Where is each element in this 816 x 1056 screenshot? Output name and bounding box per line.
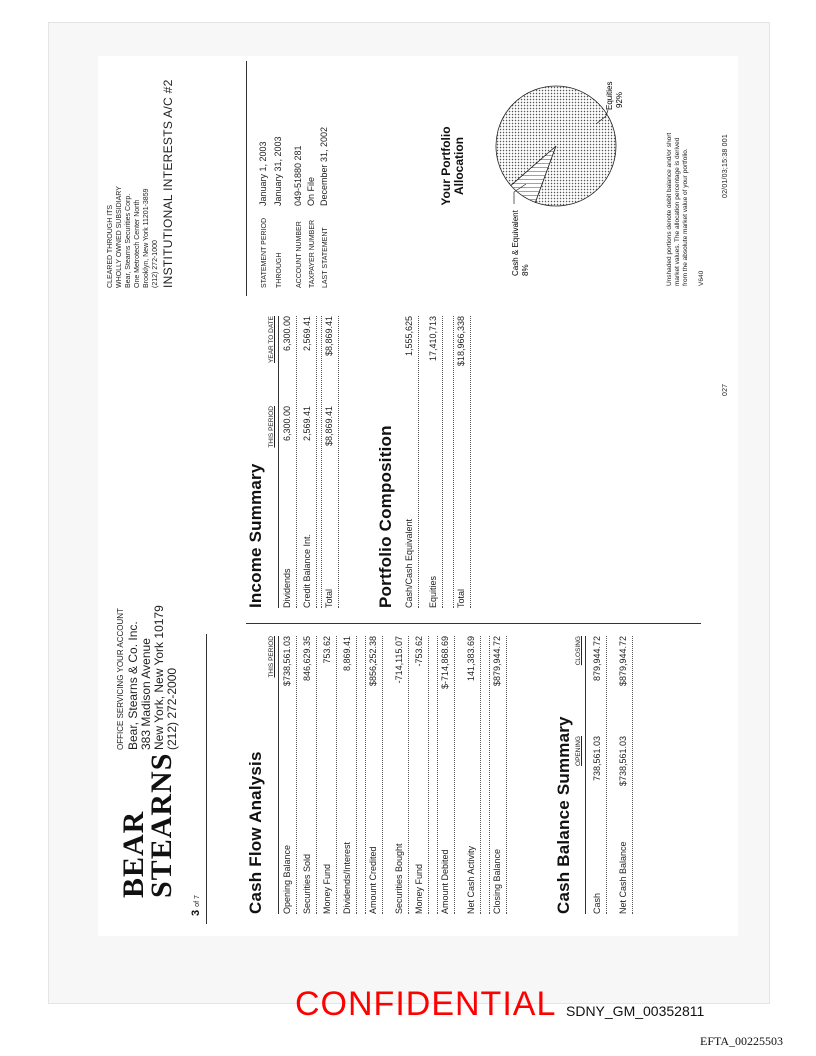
clearing-line: One Metrotech Center North <box>134 199 141 288</box>
statement-period-value: January 1, 2003 <box>258 141 268 206</box>
portfolio-row-value: 1,555,625 <box>404 316 414 357</box>
row-separator <box>428 636 429 914</box>
cash-flow-row-label: Closing Balance <box>492 848 502 914</box>
row-separator <box>321 316 322 608</box>
row-separator <box>454 636 455 914</box>
cash-flow-row <box>302 636 316 914</box>
allocation-title-line-2: Allocation <box>452 137 466 196</box>
allocation-note <box>666 56 706 286</box>
cash-flow-row-value: 8,869.41 <box>342 636 352 672</box>
portfolio-row-label: Cash/Cash Equivalent <box>404 518 414 608</box>
cash-balance-row-label: Cash <box>592 892 602 914</box>
income-rule <box>278 316 279 608</box>
income-row-label: Dividends <box>282 568 292 608</box>
allocation-title <box>440 106 466 226</box>
cash-flow-row <box>368 636 382 914</box>
office-line: (212) 272-2000 <box>165 667 179 750</box>
allocation-title-line-1: Your Portfolio <box>439 126 453 206</box>
row-separator <box>296 636 297 914</box>
cash-balance-col-closing: CLOSING <box>575 636 582 666</box>
income-col-ytd: YEAR TO DATE <box>268 316 275 363</box>
statement-meta <box>258 58 332 288</box>
cash-balance-row-opening: $738,561.03 <box>618 736 628 787</box>
page-number-total: of 7 <box>194 895 201 907</box>
cash-flow-row-label: Money Fund <box>414 863 424 914</box>
cash-balance-row-closing: 879,944.72 <box>592 636 602 682</box>
income-row-period: 6,300.00 <box>282 406 292 442</box>
allocation-pie-chart <box>478 56 648 296</box>
income-row <box>324 316 338 608</box>
row-separator <box>316 636 317 914</box>
cash-flow-row-label: Opening Balance <box>282 844 292 914</box>
row-separator <box>489 636 490 914</box>
cash-flow-row-value: $-714,868.69 <box>440 636 450 690</box>
row-separator <box>408 636 409 914</box>
cash-balance-row <box>592 636 606 914</box>
cash-balance-row <box>618 636 632 914</box>
income-title: Income Summary <box>246 463 265 608</box>
right-rule <box>246 61 247 296</box>
allocation-note-line: market values. The allocation percentage is derived <box>674 137 681 286</box>
cash-flow-row <box>414 636 428 914</box>
portfolio-row-value: 17,410,713 <box>428 316 438 362</box>
cash-slice-label: Cash & Equivalent <box>511 210 520 276</box>
portfolio-row-label: Equities <box>428 575 438 608</box>
office-block <box>114 520 179 750</box>
clearing-line: CLEARED THROUGH ITS <box>107 204 114 288</box>
income-row-ytd: 6,300.00 <box>282 316 292 352</box>
portfolio-title: Portfolio Composition <box>376 425 395 608</box>
statement-page <box>98 56 738 936</box>
cash-balance-col-opening: OPENING <box>575 736 582 766</box>
cash-flow-row-value: $879,944.72 <box>492 636 502 687</box>
cash-flow-row <box>440 636 454 914</box>
cash-flow-row-value: -753.62 <box>414 636 424 667</box>
allocation-note-line: from the absolute market value of your portfolio. <box>682 148 689 286</box>
footer-code: 027 <box>722 383 729 396</box>
cash-flow-row-label: Securities Sold <box>302 853 312 914</box>
row-separator <box>632 636 633 914</box>
cash-flow-rule <box>278 636 279 914</box>
cash-flow-row <box>282 636 296 914</box>
row-separator <box>606 636 607 914</box>
cash-flow-row-value: 753.62 <box>322 636 332 664</box>
pie-slices <box>496 86 616 206</box>
income-row <box>302 316 316 608</box>
cash-flow-row <box>342 636 356 914</box>
cash-balance-row-closing: $879,944.72 <box>618 636 628 687</box>
cash-flow-title: Cash Flow Analysis <box>246 751 265 914</box>
portfolio-row <box>428 316 442 608</box>
allocation-code: V640 <box>698 270 705 286</box>
cash-flow-row-label: Dividends/Interest <box>342 841 352 914</box>
cash-flow-row-label: Securities Bought <box>394 843 404 914</box>
footer-stamp: 02/01/03;15:38 001 <box>722 134 729 198</box>
row-separator <box>356 636 357 914</box>
logo-line-2: STEARNS <box>145 752 178 898</box>
income-row <box>282 316 296 608</box>
office-line: New York, New York 10179 <box>152 605 166 750</box>
page-number-value: 3 <box>190 909 202 916</box>
bates-number: SDNY_GM_00352811 <box>566 1003 705 1019</box>
last-statement-label: LAST STATEMENT <box>322 227 329 288</box>
logo-line-1: BEAR <box>117 810 150 898</box>
clearing-line: (212) 272-1000 <box>152 240 159 288</box>
income-row-ytd: $8,869.41 <box>324 316 334 357</box>
cash-flow-row-label: Amount Credited <box>368 846 378 914</box>
income-row-ytd: 2,569.41 <box>302 316 312 352</box>
cash-flow-row-value: -714,115.07 <box>394 636 404 684</box>
row-separator <box>453 316 454 608</box>
income-row-label: Total <box>324 588 334 608</box>
account-number-label: ACCOUNT NUMBER <box>296 221 303 288</box>
office-line: Bear, Stearns & Co. Inc. <box>126 621 140 750</box>
last-statement-value: December 31, 2002 <box>319 126 329 206</box>
cash-flow-row-value: $738,561.03 <box>282 636 292 687</box>
cash-flow-row <box>394 636 408 914</box>
cash-flow-row-label: Amount Debited <box>440 849 450 914</box>
header-rule <box>206 634 207 924</box>
column-divider <box>246 623 701 624</box>
cash-slice-pct: 8% <box>521 264 530 276</box>
income-col-period: THIS PERIOD <box>268 406 275 448</box>
cash-balance-row-label: Net Cash Balance <box>618 841 628 914</box>
cash-flow-row-label: Net Cash Activity <box>466 845 476 914</box>
cash-balance-rule <box>585 636 586 914</box>
cash-flow-row-value: $856,252.38 <box>368 636 378 687</box>
portfolio-row <box>456 316 470 608</box>
row-separator <box>296 316 297 608</box>
through-label: THROUGH <box>276 252 283 288</box>
clearing-block <box>106 58 173 288</box>
page-number <box>190 895 202 916</box>
income-row-period: 2,569.41 <box>302 406 312 442</box>
statement-period-label: STATEMENT PERIOD <box>261 217 268 288</box>
row-separator <box>418 316 419 608</box>
row-separator <box>506 636 507 914</box>
row-separator <box>338 316 339 608</box>
row-separator <box>437 636 438 914</box>
cash-balance-row-opening: 738,561.03 <box>592 736 602 782</box>
office-header: OFFICE SERVICING YOUR ACCOUNT <box>116 608 125 750</box>
cash-flow-row <box>492 636 506 914</box>
cash-flow-row-value: 846,629.35 <box>302 636 312 682</box>
row-separator <box>480 636 481 914</box>
cash-balance-title: Cash Balance Summary <box>554 716 573 914</box>
row-separator <box>382 636 383 914</box>
row-separator <box>442 316 443 608</box>
through-value: January 31, 2003 <box>273 136 283 206</box>
portfolio-row <box>404 316 418 608</box>
confidential-stamp: CONFIDENTIAL <box>295 985 557 1023</box>
account-name: INSTITUTIONAL INTERESTS A/C #2 <box>161 79 175 288</box>
clearing-line: Bear, Stearns Securities Corp. <box>125 193 132 288</box>
row-separator <box>336 636 337 914</box>
cash-flow-col-header: THIS PERIOD <box>268 636 275 678</box>
equities-slice-label: Equities <box>605 81 614 110</box>
portfolio-row-label: Total <box>456 588 466 608</box>
row-separator <box>470 316 471 608</box>
account-number-value: 049-51880 281 <box>293 145 303 206</box>
cash-flow-row <box>322 636 336 914</box>
bear-stearns-logo <box>117 752 178 898</box>
income-row-period: $8,869.41 <box>324 406 334 447</box>
cash-flow-row-value: 141,383.69 <box>466 636 476 682</box>
taxpayer-value: On File <box>306 176 316 206</box>
income-row-label: Credit Balance Int. <box>302 533 312 608</box>
taxpayer-label: TAXPAYER NUMBER <box>309 219 316 288</box>
row-separator <box>365 636 366 914</box>
office-line: 383 Madison Avenue <box>139 638 153 750</box>
allocation-note-line: Unshaded portions denote debit balance and/or short <box>666 132 673 286</box>
row-separator <box>316 316 317 608</box>
cash-flow-row <box>466 636 480 914</box>
efta-number: EFTA_00225503 <box>700 1034 784 1048</box>
equities-slice-pct: 92% <box>615 91 624 108</box>
clearing-line: WHOLLY OWNED SUBSIDIARY <box>116 186 123 288</box>
portfolio-row-value: $18,966,338 <box>456 316 466 367</box>
cash-flow-row-label: Money Fund <box>322 863 332 914</box>
clearing-line: Brooklyn, New York 11201-3859 <box>143 188 150 288</box>
